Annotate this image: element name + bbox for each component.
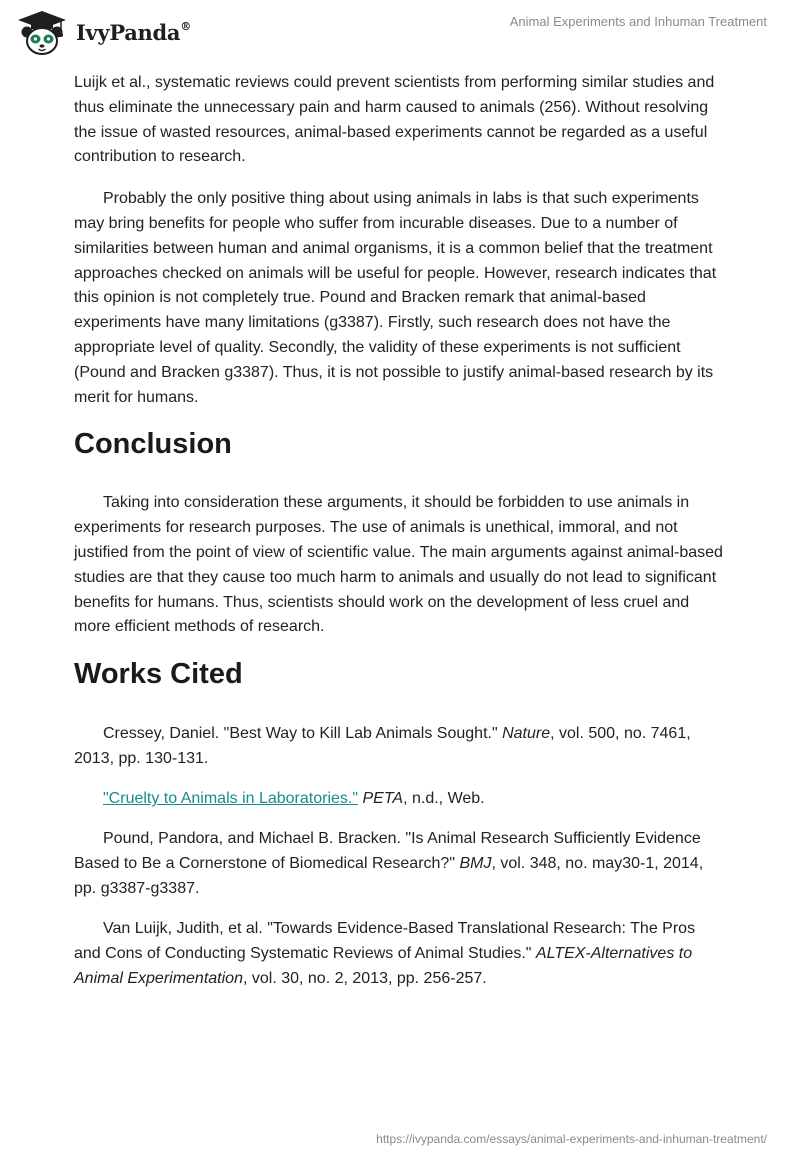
panda-logo-icon[interactable]: [16, 9, 68, 57]
conclusion-heading: Conclusion: [74, 428, 232, 461]
citation-entry: [74, 916, 726, 991]
citation-entry: [74, 721, 726, 771]
citation-source: PETA: [362, 790, 404, 808]
brand-name[interactable]: [76, 20, 191, 45]
document-title: Animal Experiments and Inhuman Treatment: [509, 14, 767, 29]
citation-source: ALTEX-Alternatives to Animal Experimentation: [74, 945, 693, 988]
citation-details: , vol. 30, no. 2, 2013, pp. 256-257.: [242, 970, 487, 988]
conclusion-paragraph: Taking into consideration these arguments, it should be forbidden to use animals in experiments for research purposes. The use of animals is unethical, immoral, and not justified from the point of view of scientific value. The main arguments against animal-based studies are that they cause too much harm to animals and usually do not lead to significant benefits for humans. Thus, scientists should work on the development of less cruel and more efficient methods of research.: [74, 494, 723, 636]
citation-entry: [74, 786, 726, 811]
footer-url: https://ivypanda.com/essays/animal-experiments-and-inhuman-treatment/: [376, 1132, 767, 1146]
body-paragraph: Luijk et al., systematic reviews could prevent scientists from performing similar studies and thus eliminate the unnecessary pain and harm caused to animals (256). Without resolving the issue of wasted resources, animal-based experiments cannot be regarded as a useful contribution to research.: [74, 74, 715, 166]
citation-text: Pound, Pandora, and Michael B. Bracken. "Is Animal Research Sufficiently Evidence Based to Be a Cornerstone of Biomedical Research?": [74, 830, 701, 873]
page-header: [0, 0, 800, 64]
citation-source: Nature: [502, 725, 551, 743]
registered-mark: ®: [180, 20, 191, 33]
works-cited-heading: Works Cited: [74, 658, 243, 691]
citation-details: , vol. 500, no. 7461, 2013, pp. 130-131.: [74, 725, 691, 768]
body-paragraph: Probably the only positive thing about using animals in labs is that such experiments may bring benefits for people who suffer from incurable diseases. Due to a number of similarities between human and animal organisms, it is a common belief that the treatment approaches checked on animals will be useful for people. However, research indicates that this opinion is not completely true. Pound and Bracken remark that animal-based experiments have many limitations (g3387). Firstly, such research does not have the appropriate level of quality. Secondly, the validity of these experiments is not sufficient (Pound and Bracken g3387). Thus, it is not possible to justify animal-based research by its merit for humans.: [74, 190, 717, 406]
citation-text: Van Luijk, Judith, et al. "Towards Evidence-Based Translational Research: The Pros and Cons of Conducting Systematic Reviews of Animal Studies.": [74, 920, 696, 963]
citation-entry: [74, 826, 726, 901]
citation-details: , n.d., Web.: [403, 790, 485, 808]
citation-source: BMJ: [459, 855, 492, 873]
brand-text: IvyPanda: [76, 20, 181, 45]
citation-link[interactable]: "Cruelty to Animals in Laboratories.": [103, 790, 359, 808]
essay-content: [74, 71, 726, 1006]
citation-details: , vol. 348, no. may30-1, 2014, pp. g3387-g3387.: [74, 855, 704, 898]
citation-text: Cressey, Daniel. "Best Way to Kill Lab Animals Sought.": [103, 725, 503, 743]
